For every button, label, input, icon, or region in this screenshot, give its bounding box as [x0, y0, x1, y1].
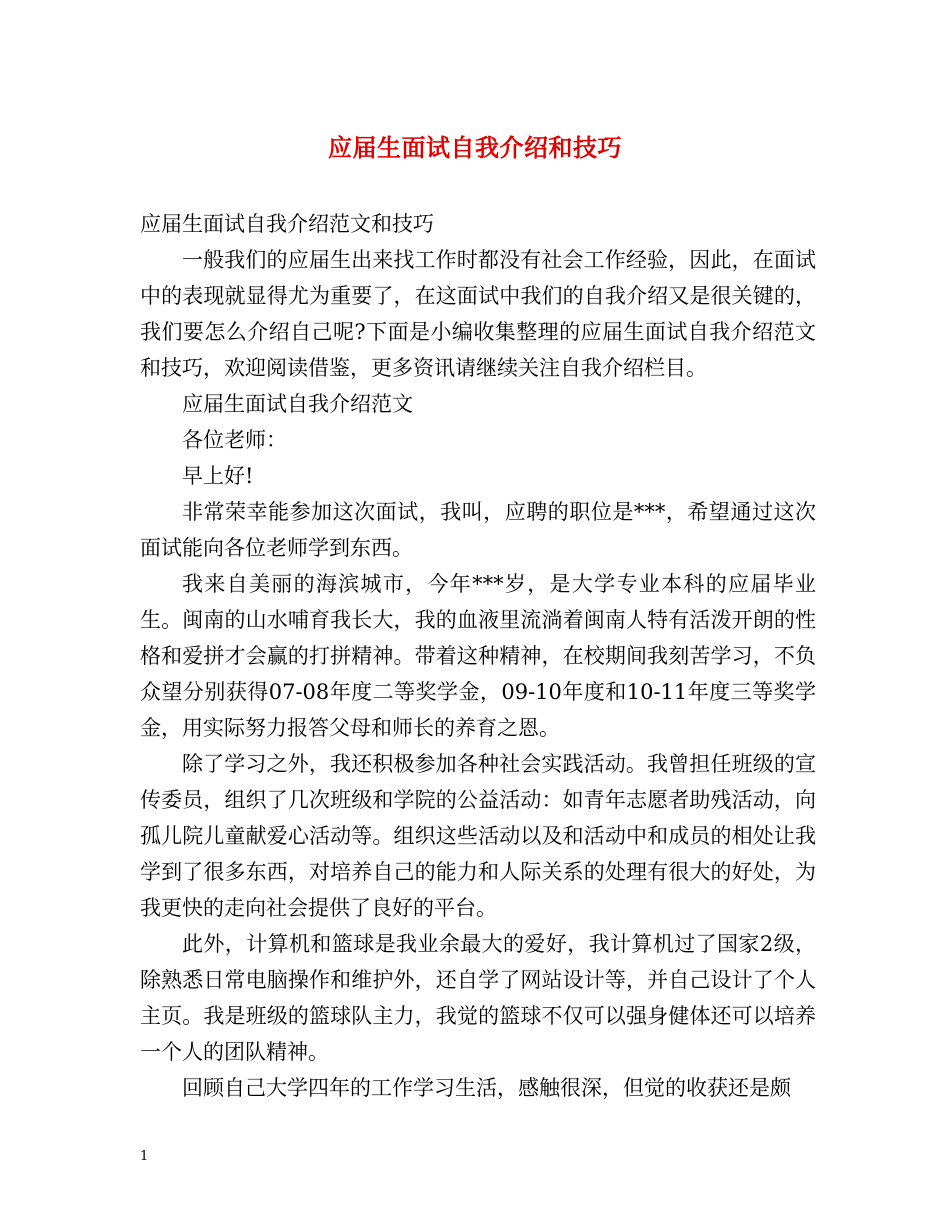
page-number: 1 — [140, 1149, 149, 1164]
document-title: 应届生面试自我介绍和技巧 — [328, 133, 622, 162]
document-body — [140, 206, 816, 1106]
body-paragraph: 此外，计算机和篮球是我业余最大的爱好，我计算机过了国家2级，除熟悉日常电脑操作和维护外，还自学了网站设计等，并自己设计了个人主页。我是班级的篮球队主力，我觉的篮球不仅可以强身健体还可以培养一个人的团队精神。 — [140, 932, 816, 1064]
intro-paragraph: 一般我们的应届生出来找工作时都没有社会工作经验，因此，在面试中的表现就显得尤为重要了，在这面试中我们的自我介绍又是很关键的，我们要怎么介绍自己呢?下面是小编收集整理的应届生面试自我介绍范文和技巧，欢迎阅读借鉴，更多资讯请继续关注自我介绍栏目。 — [140, 248, 816, 380]
salutation-paragraph: 各位老师： — [182, 428, 287, 452]
subtitle-paragraph: 应届生面试自我介绍范文和技巧 — [140, 212, 434, 236]
body-paragraph: 回顾自己大学四年的工作学习生活，感触很深，但觉的收获还是颇 — [182, 1076, 791, 1100]
greeting-paragraph: 早上好! — [182, 464, 254, 488]
section-heading: 应届生面试自我介绍范文 — [182, 392, 413, 416]
body-paragraph: 非常荣幸能参加这次面试，我叫，应聘的职位是***，希望通过这次面试能向各位老师学到东西。 — [140, 500, 816, 560]
body-paragraph: 除了学习之外，我还积极参加各种社会实践活动。我曾担任班级的宣传委员，组织了几次班级和学院的公益活动：如青年志愿者助残活动，向孤儿院儿童献爱心活动等。组织这些活动以及和活动中和成员的相处让我学到了很多东西，对培养自己的能力和人际关系的处理有很大的好处，为我更快的走向社会提供了良好的平台。 — [140, 752, 816, 920]
body-paragraph: 我来自美丽的海滨城市，今年***岁，是大学专业本科的应届毕业生。闽南的山水哺育我长大，我的血液里流淌着闽南人特有活泼开朗的性格和爱拼才会赢的打拼精神。带着这种精神，在校期间我刻苦学习，不负众望分别获得07-08年度二等奖学金，09-10年度和10-11年度三等奖学金，用实际努力报答父母和师长的养育之恩。 — [140, 572, 816, 740]
